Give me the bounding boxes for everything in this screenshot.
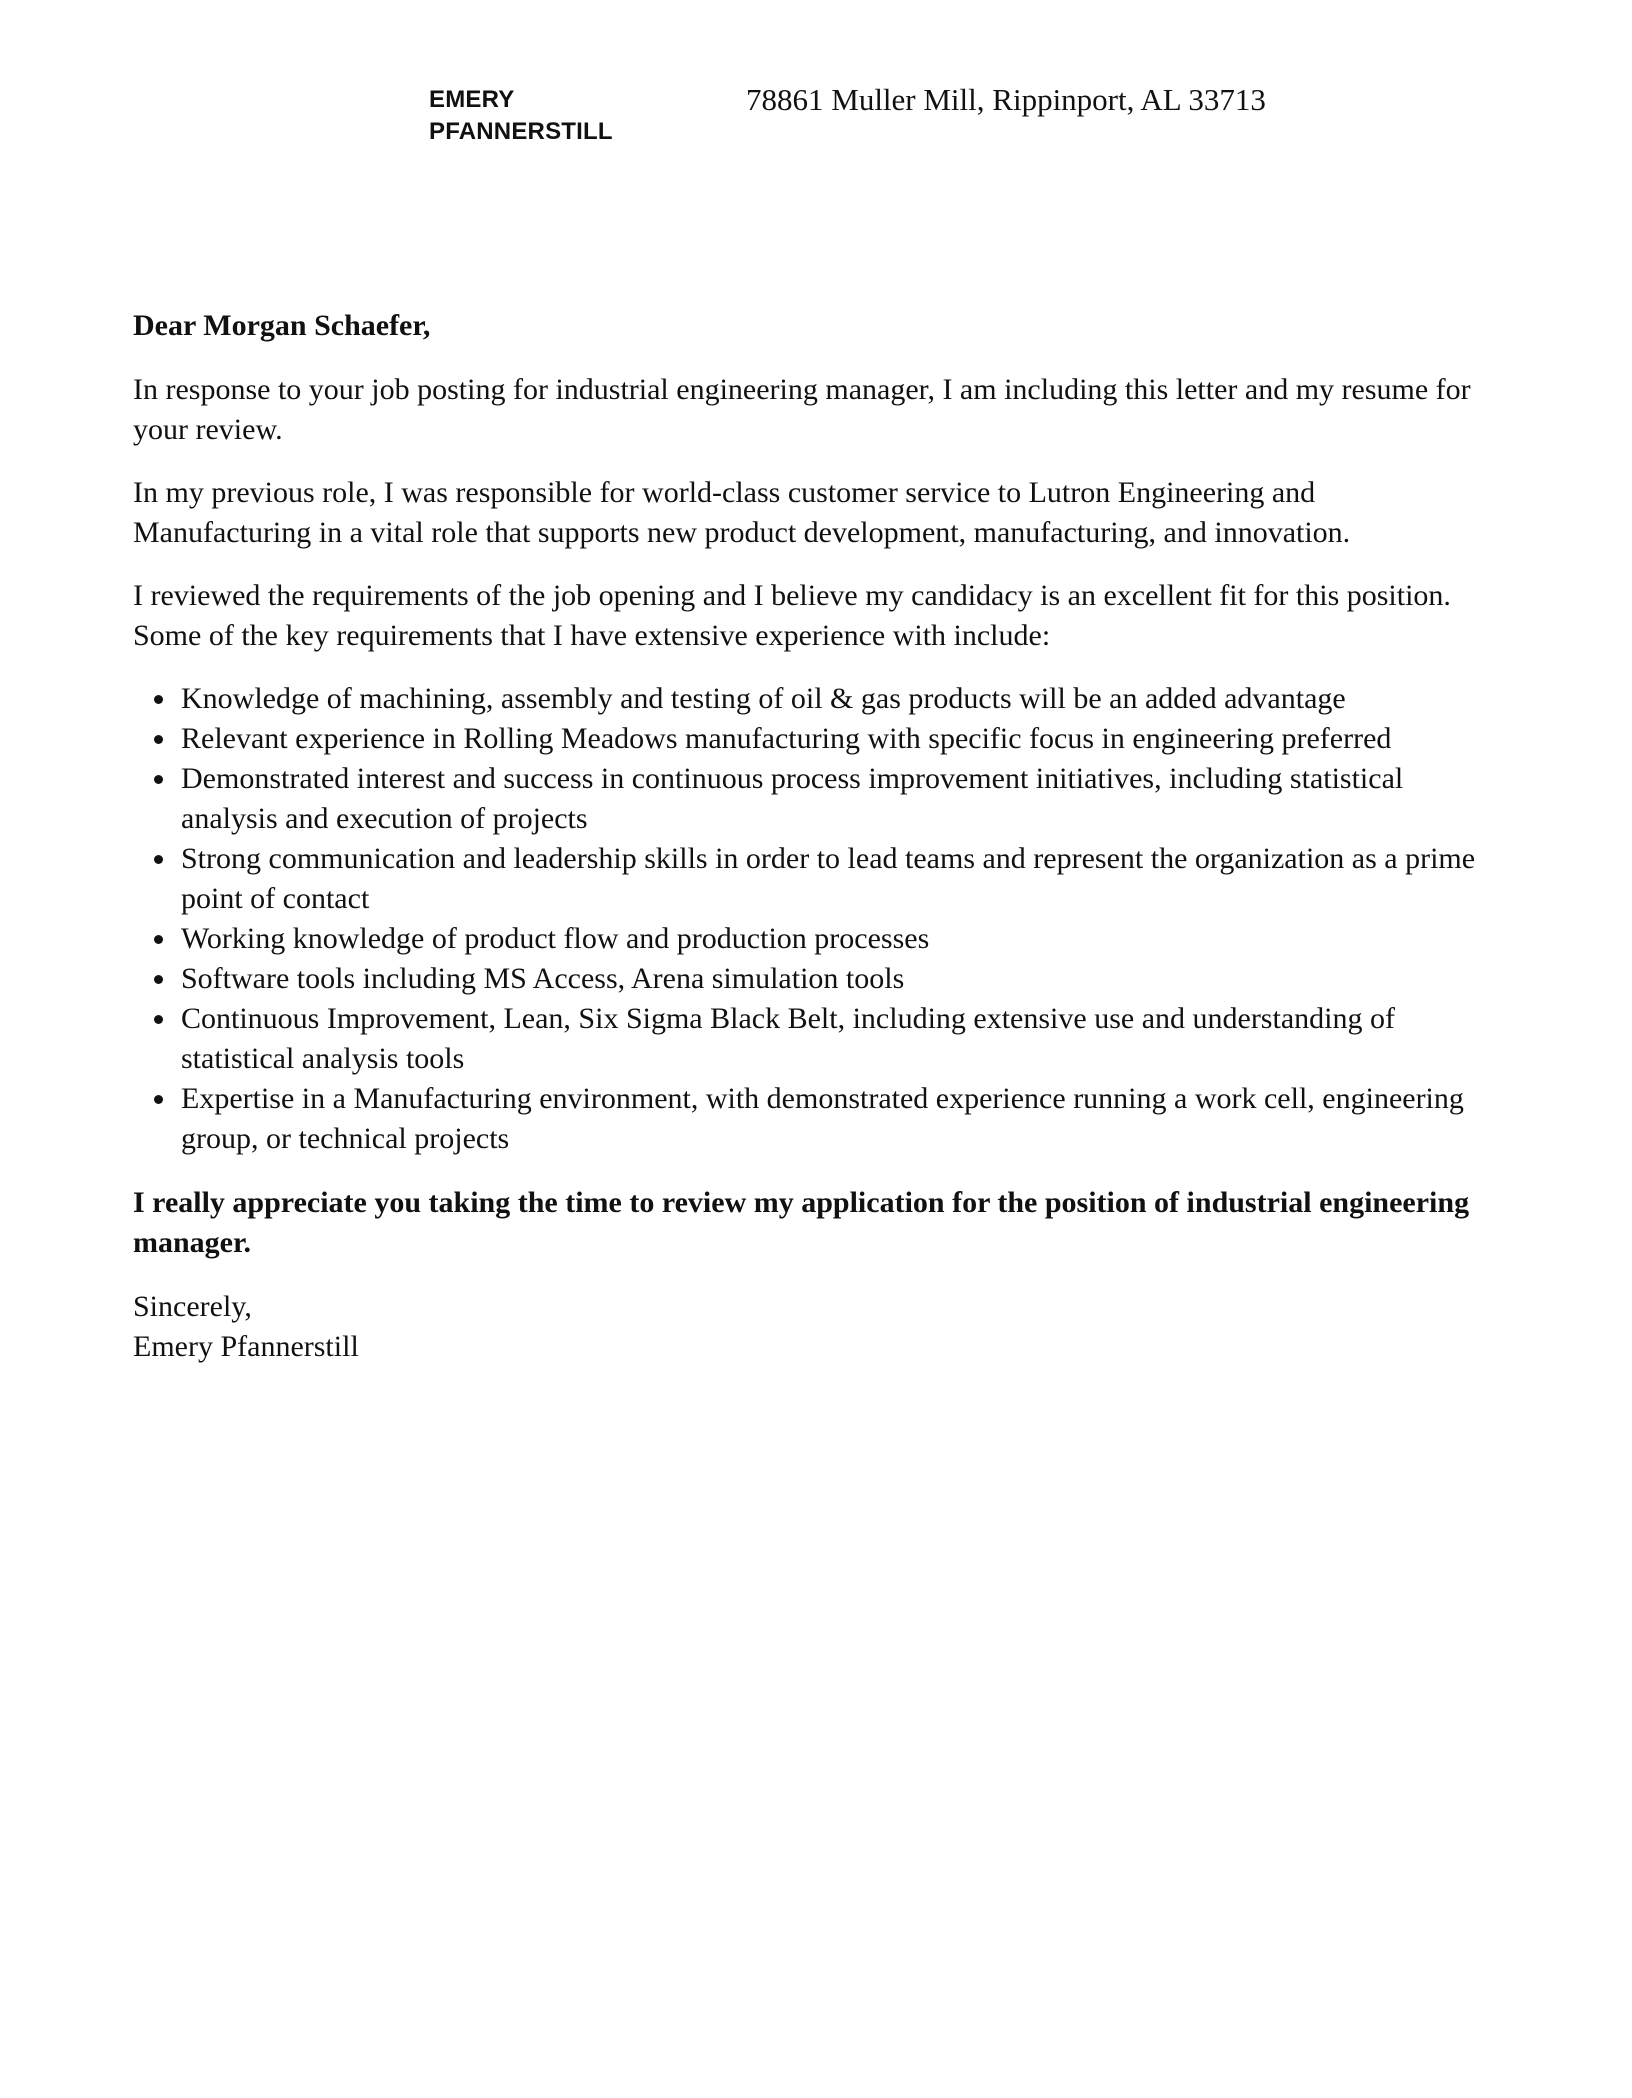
experience-paragraph: In my previous role, I was responsible for world-class customer service to Lutron Engineering and Manufacturing in a vital role that supports new product development, manufacturing, and innovation. [133, 476, 1351, 549]
requirement-item: Expertise in a Manufacturing environment, with demonstrated experience running a work cell, engineering group, or technical projects [181, 1079, 1498, 1159]
sender-name [429, 84, 669, 148]
requirement-item: Demonstrated interest and success in continuous process improvement initiatives, including statistical analysis and execution of projects [181, 759, 1498, 839]
requirement-item: Working knowledge of product flow and production processes [181, 919, 1498, 959]
letter-body [133, 306, 1498, 1367]
requirement-item: Continuous Improvement, Lean, Six Sigma Black Belt, including extensive use and understanding of statistical analysis tools [181, 999, 1498, 1079]
sign-off [133, 1287, 1498, 1367]
signature-name: Emery Pfannerstill [133, 1330, 359, 1363]
requirements-paragraph: I reviewed the requirements of the job opening and I believe my candidacy is an excellent fit for this position. Some of the key requirements that I have extensive experience with include: [133, 579, 1451, 652]
sender-address: 78861 Muller Mill, Rippinport, AL 33713 [746, 82, 1266, 117]
salutation: Dear Morgan Schaefer, [133, 309, 431, 342]
closing-paragraph: I really appreciate you taking the time to review my application for the position of industrial engineering manager. [133, 1186, 1470, 1259]
sender-name-first: EMERY [429, 86, 515, 113]
sender-name-last: PFANNERSTILL [429, 118, 613, 145]
requirement-item: Relevant experience in Rolling Meadows manufacturing with specific focus in engineering preferred [181, 719, 1498, 759]
requirement-item: Software tools including MS Access, Arena simulation tools [181, 959, 1498, 999]
sign-off-phrase: Sincerely, [133, 1290, 252, 1323]
requirement-item: Strong communication and leadership skills in order to lead teams and represent the organization as a prime point of contact [181, 839, 1498, 919]
requirements-list [133, 679, 1498, 1159]
requirement-item: Knowledge of machining, assembly and testing of oil & gas products will be an added advantage [181, 679, 1498, 719]
intro-paragraph: In response to your job posting for industrial engineering manager, I am including this letter and my resume for your review. [133, 373, 1471, 446]
